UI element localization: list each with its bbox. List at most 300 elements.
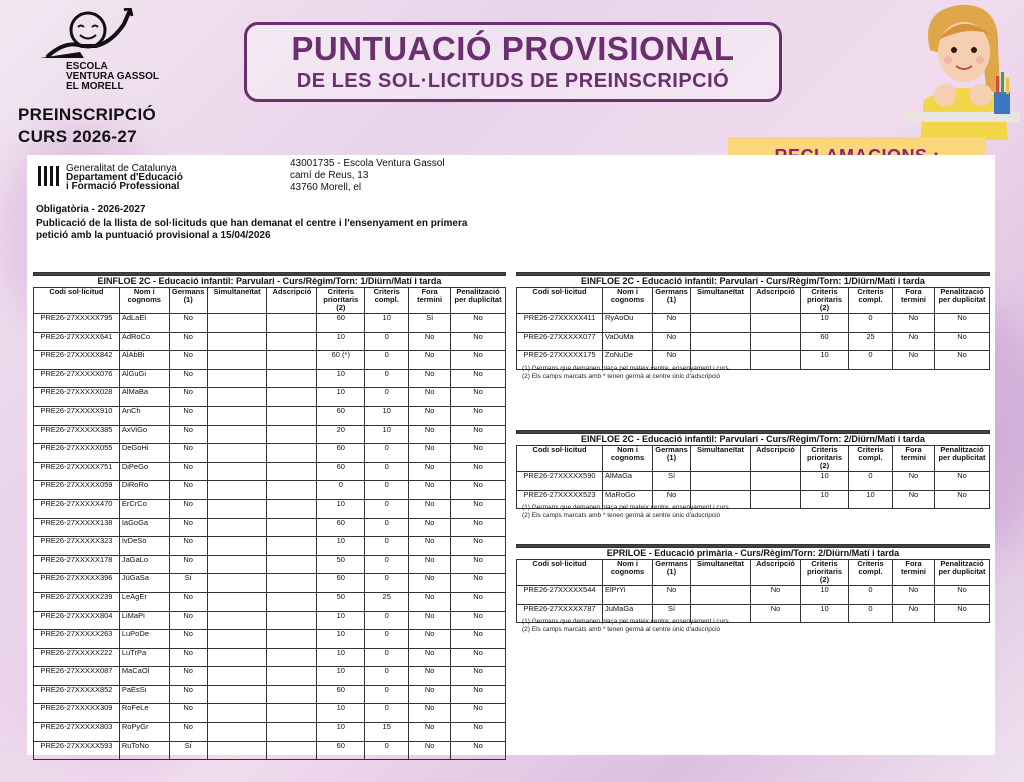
cell-name: PaEsSi: [119, 685, 169, 704]
cell-fora: No: [409, 462, 451, 481]
cell-pen: No: [451, 741, 506, 760]
cell-sim: [207, 425, 267, 444]
cell-fora: No: [409, 555, 451, 574]
cell-crit: 10: [801, 351, 849, 370]
cell-crit: 60: [317, 462, 365, 481]
cell-code: PRE26-27XXXXX175: [517, 351, 603, 370]
cell-name: JuMaGa: [603, 604, 653, 623]
cell-code: PRE26-27XXXXX309: [34, 704, 120, 723]
cell-compl: 0: [365, 369, 409, 388]
cell-name: RoFeLe: [119, 704, 169, 723]
table-row: [34, 648, 506, 667]
column-header: Penalització per duplicitat: [935, 560, 990, 586]
cell-germans: Sí: [169, 741, 207, 760]
cell-adsc: [751, 490, 801, 509]
cell-code: PRE26-27XXXXX852: [34, 685, 120, 704]
cell-compl: 0: [365, 630, 409, 649]
cell-germans: No: [169, 388, 207, 407]
cell-fora: No: [409, 611, 451, 630]
cell-fora: No: [893, 586, 935, 605]
table-caption: EINFLOE 2C - Educació infantil: Parvulari - Curs/Règim/Torn: 1/Diürn/Matí i tarda: [34, 276, 506, 288]
column-header: Criteris compl.: [849, 288, 893, 314]
cell-fora: No: [409, 425, 451, 444]
main-banner: [244, 22, 782, 102]
table-row: [517, 472, 990, 491]
cell-germans: Sí: [169, 574, 207, 593]
cell-sim: [207, 704, 267, 723]
cell-fora: No: [409, 499, 451, 518]
column-header: Simultaneïtat: [691, 446, 751, 472]
cell-adsc: [267, 462, 317, 481]
cell-germans: No: [169, 499, 207, 518]
school-logo-line: VENTURA GASSOL: [66, 71, 159, 82]
cell-name: AdRoCo: [119, 332, 169, 351]
cell-name: RoPyGr: [119, 723, 169, 742]
table-row: [34, 481, 506, 500]
cell-name: MaCaOl: [119, 667, 169, 686]
cell-fora: No: [409, 741, 451, 760]
cell-pen: No: [451, 462, 506, 481]
cell-code: PRE26-27XXXXX590: [517, 472, 603, 491]
cell-adsc: No: [751, 604, 801, 623]
column-header: Nom i cognoms: [603, 288, 653, 314]
generalitat-line: Departament d'Educació: [66, 172, 183, 183]
cell-code: PRE26-27XXXXX470: [34, 499, 120, 518]
address-line: camí de Reus, 13: [290, 170, 369, 181]
table-row: [34, 685, 506, 704]
address-line: 43760 Morell, el: [290, 182, 362, 193]
table-row: [34, 723, 506, 742]
cell-code: PRE26-27XXXXX323: [34, 537, 120, 556]
cell-compl: 0: [849, 351, 893, 370]
cell-fora: No: [893, 604, 935, 623]
cell-code: PRE26-27XXXXX842: [34, 351, 120, 370]
cell-crit: 10: [801, 472, 849, 491]
cell-code: PRE26-27XXXXX076: [34, 369, 120, 388]
results-table: [516, 272, 990, 370]
cell-crit: 10: [317, 611, 365, 630]
cell-adsc: [267, 369, 317, 388]
column-header: Criteris prioritaris (2): [801, 288, 849, 314]
cell-fora: No: [409, 369, 451, 388]
cell-sim: [691, 332, 751, 351]
cell-fora: No: [409, 444, 451, 463]
cell-adsc: [267, 537, 317, 556]
cell-code: PRE26-27XXXXX178: [34, 555, 120, 574]
footnote: (1) Germans que demanen plaça pel mateix centre, ensenyament i curs: [522, 365, 729, 372]
table-caption: EPRILOE - Educació primària - Curs/Règim/Torn: 2/Diürn/Matí i tarda: [517, 548, 990, 560]
cell-code: PRE26-27XXXXX751: [34, 462, 120, 481]
column-header: Nom i cognoms: [119, 288, 169, 314]
table-row: [34, 611, 506, 630]
cell-name: DiPeGo: [119, 462, 169, 481]
cell-pen: No: [451, 611, 506, 630]
cell-compl: 0: [849, 586, 893, 605]
table-footnotes: [522, 365, 729, 381]
cell-sim: [691, 314, 751, 333]
cell-name: IvDeSo: [119, 537, 169, 556]
cell-code: PRE26-27XXXXX028: [34, 388, 120, 407]
cell-pen: No: [451, 314, 506, 333]
table-footnotes: [522, 504, 729, 520]
cell-compl: 15: [365, 723, 409, 742]
cell-name: LuTrPa: [119, 648, 169, 667]
cell-sim: [691, 586, 751, 605]
cell-germans: No: [169, 332, 207, 351]
cell-crit: 10: [801, 490, 849, 509]
cell-pen: No: [451, 592, 506, 611]
cell-crit: 60: [317, 314, 365, 333]
school-logo-icon: [38, 8, 168, 64]
cell-name: LeAgEr: [119, 592, 169, 611]
cell-sim: [207, 630, 267, 649]
cell-compl: 0: [365, 351, 409, 370]
column-header: Adscripció: [267, 288, 317, 314]
cell-code: PRE26-27XXXXX544: [517, 586, 603, 605]
cell-fora: No: [893, 351, 935, 370]
cell-name: MaRoGo: [603, 490, 653, 509]
cell-compl: 0: [365, 685, 409, 704]
cell-pen: No: [451, 574, 506, 593]
cell-pen: No: [935, 586, 990, 605]
column-header: Criteris prioritaris (2): [801, 560, 849, 586]
cell-fora: No: [409, 351, 451, 370]
cell-pen: No: [451, 723, 506, 742]
preinscripcio-title: PREINSCRIPCIÓ: [18, 105, 157, 124]
cell-fora: No: [409, 592, 451, 611]
cell-compl: 10: [365, 425, 409, 444]
column-header: Criteris prioritaris (2): [801, 446, 849, 472]
column-header: Codi sol·licitud: [34, 288, 120, 314]
cell-sim: [207, 592, 267, 611]
cell-compl: 0: [365, 537, 409, 556]
table-row: [34, 667, 506, 686]
cell-compl: 25: [365, 592, 409, 611]
cell-sim: [207, 332, 267, 351]
cell-code: PRE26-27XXXXX411: [517, 314, 603, 333]
cell-sim: [207, 555, 267, 574]
cell-germans: No: [653, 314, 691, 333]
column-header: Nom i cognoms: [603, 560, 653, 586]
cell-germans: No: [169, 723, 207, 742]
table-row: [34, 332, 506, 351]
cell-pen: No: [451, 369, 506, 388]
cell-name: ErCrCo: [119, 499, 169, 518]
cell-fora: No: [409, 667, 451, 686]
cell-fora: No: [893, 472, 935, 491]
column-header: Germans (1): [653, 446, 691, 472]
footnote: (2) Els camps marcats amb * tenen germà al centre únic d'adscripció: [522, 512, 721, 519]
table-row: [517, 332, 990, 351]
cell-pen: No: [451, 444, 506, 463]
cell-code: PRE26-27XXXXX055: [34, 444, 120, 463]
generalitat-line: i Formació Professional: [66, 181, 180, 192]
cell-crit: 50: [317, 555, 365, 574]
cell-crit: 60: [317, 406, 365, 425]
cell-germans: No: [169, 667, 207, 686]
cell-name: LuPoDe: [119, 630, 169, 649]
table-caption: EINFLOE 2C - Educació infantil: Parvulari - Curs/Règim/Torn: 2/Diürn/Matí i tarda: [517, 434, 990, 446]
cell-fora: No: [409, 332, 451, 351]
cell-fora: No: [409, 723, 451, 742]
cell-germans: No: [169, 537, 207, 556]
cell-germans: No: [169, 592, 207, 611]
cell-crit: 60: [317, 518, 365, 537]
cell-name: JüGaSa: [119, 574, 169, 593]
table-row: [34, 704, 506, 723]
cell-compl: 0: [849, 604, 893, 623]
column-header: Adscripció: [751, 560, 801, 586]
cell-name: RyAoOu: [603, 314, 653, 333]
cell-fora: No: [409, 481, 451, 500]
cell-adsc: [267, 741, 317, 760]
cell-code: PRE26-27XXXXX059: [34, 481, 120, 500]
cell-adsc: [267, 351, 317, 370]
cell-compl: 0: [365, 518, 409, 537]
cell-fora: No: [409, 704, 451, 723]
cell-pen: No: [935, 472, 990, 491]
cell-name: AlMaBa: [119, 388, 169, 407]
cell-adsc: [751, 472, 801, 491]
cell-germans: No: [169, 462, 207, 481]
cell-crit: 10: [317, 648, 365, 667]
cell-crit: 60: [317, 741, 365, 760]
cell-fora: No: [893, 314, 935, 333]
cell-germans: No: [653, 332, 691, 351]
cell-adsc: [267, 555, 317, 574]
column-header: Criteris compl.: [849, 446, 893, 472]
cell-pen: No: [935, 314, 990, 333]
cell-name: RuToNo: [119, 741, 169, 760]
cell-sim: [207, 388, 267, 407]
cell-crit: 0: [317, 481, 365, 500]
cell-compl: 0: [849, 314, 893, 333]
cell-crit: 10: [317, 630, 365, 649]
school-logo-line: EL MORELL: [66, 81, 124, 92]
cell-compl: 0: [365, 332, 409, 351]
cell-germans: Sí: [653, 472, 691, 491]
girl-illustration-icon: [900, 0, 1024, 140]
cell-germans: No: [169, 685, 207, 704]
preinscripcio-year: CURS 2026-27: [18, 127, 137, 146]
column-header: Adscripció: [751, 446, 801, 472]
cell-crit: 10: [317, 499, 365, 518]
cell-germans: No: [169, 611, 207, 630]
cell-compl: 25: [849, 332, 893, 351]
cell-code: PRE26-27XXXXX803: [34, 723, 120, 742]
table-row: [517, 586, 990, 605]
cell-fora: No: [409, 574, 451, 593]
cell-pen: No: [451, 555, 506, 574]
cell-sim: [207, 723, 267, 742]
table-row: [34, 351, 506, 370]
cell-fora: No: [893, 490, 935, 509]
column-header: Simultaneïtat: [207, 288, 267, 314]
table-row: [34, 369, 506, 388]
cell-germans: No: [653, 351, 691, 370]
cell-pen: No: [451, 499, 506, 518]
cell-sim: [207, 648, 267, 667]
cell-code: PRE26-27XXXXX523: [517, 490, 603, 509]
document-heading: [36, 204, 506, 242]
cell-crit: 10: [317, 537, 365, 556]
cell-code: PRE26-27XXXXX222: [34, 648, 120, 667]
cell-adsc: [267, 314, 317, 333]
column-header: Germans (1): [169, 288, 207, 314]
cell-sim: [207, 537, 267, 556]
cell-adsc: [267, 481, 317, 500]
school-address: [290, 158, 445, 194]
cell-code: PRE26-27XXXXX804: [34, 611, 120, 630]
address-line: 43001735 - Escola Ventura Gassol: [290, 158, 445, 169]
cell-name: AlGuGi: [119, 369, 169, 388]
cell-adsc: [267, 611, 317, 630]
table-row: [34, 499, 506, 518]
cell-sim: [207, 314, 267, 333]
cell-crit: 60: [317, 574, 365, 593]
cell-fora: No: [893, 332, 935, 351]
cell-fora: No: [409, 406, 451, 425]
cell-pen: No: [451, 704, 506, 723]
cell-crit: 10: [801, 586, 849, 605]
cell-pen: No: [451, 685, 506, 704]
table-row: [34, 462, 506, 481]
cell-crit: 10: [317, 332, 365, 351]
cell-germans: No: [169, 648, 207, 667]
column-header: Criteris compl.: [365, 288, 409, 314]
column-header: Fora termini: [409, 288, 451, 314]
document-description: petició amb la puntuació provisional a 15/04/2026: [36, 230, 271, 241]
cell-crit: 60: [317, 685, 365, 704]
cell-code: PRE26-27XXXXX641: [34, 332, 120, 351]
table-row: [34, 518, 506, 537]
column-header: Fora termini: [893, 446, 935, 472]
cell-fora: No: [409, 648, 451, 667]
column-header: Adscripció: [751, 288, 801, 314]
cell-name: DiRoRo: [119, 481, 169, 500]
cell-sim: [207, 574, 267, 593]
cell-compl: 10: [365, 406, 409, 425]
cell-crit: 60: [317, 444, 365, 463]
cell-pen: No: [451, 667, 506, 686]
cell-sim: [207, 481, 267, 500]
cell-adsc: [267, 406, 317, 425]
cell-pen: No: [451, 388, 506, 407]
cell-adsc: [267, 630, 317, 649]
cell-name: AlAbBi: [119, 351, 169, 370]
column-header: Germans (1): [653, 560, 691, 586]
table-row: [34, 574, 506, 593]
cell-germans: No: [169, 630, 207, 649]
cell-crit: 60 (*): [317, 351, 365, 370]
cell-sim: [207, 351, 267, 370]
cell-code: PRE26-27XXXXX795: [34, 314, 120, 333]
cell-crit: 10: [317, 369, 365, 388]
cell-name: VaDuMa: [603, 332, 653, 351]
cell-adsc: [751, 351, 801, 370]
cell-pen: No: [451, 425, 506, 444]
footnote: (2) Els camps marcats amb * tenen germà al centre únic d'adscripció: [522, 626, 721, 633]
cell-compl: 0: [365, 388, 409, 407]
cell-adsc: No: [751, 586, 801, 605]
cell-compl: 0: [365, 462, 409, 481]
column-header: Penalització per duplicitat: [935, 288, 990, 314]
column-header: Criteris compl.: [849, 560, 893, 586]
results-table: [33, 272, 506, 760]
cell-crit: 10: [317, 667, 365, 686]
footnote: (1) Germans que demanen plaça pel mateix centre, ensenyament i curs: [522, 504, 729, 511]
cell-fora: No: [409, 630, 451, 649]
cell-crit: 10: [317, 723, 365, 742]
cell-compl: 0: [365, 499, 409, 518]
table-row: [34, 314, 506, 333]
cell-code: PRE26-27XXXXX138: [34, 518, 120, 537]
cell-code: PRE26-27XXXXX593: [34, 741, 120, 760]
cell-sim: [207, 611, 267, 630]
cell-pen: No: [451, 332, 506, 351]
generalitat-text: [66, 164, 183, 191]
school-logo: [38, 8, 168, 96]
cell-name: JaGaLo: [119, 555, 169, 574]
column-header: Simultaneïtat: [691, 288, 751, 314]
cell-name: LiMaPi: [119, 611, 169, 630]
cell-adsc: [267, 388, 317, 407]
column-header: Fora termini: [893, 560, 935, 586]
cell-germans: No: [169, 406, 207, 425]
results-table: [516, 430, 990, 509]
cell-sim: [207, 741, 267, 760]
cell-pen: No: [451, 518, 506, 537]
cell-compl: 0: [365, 704, 409, 723]
column-header: Germans (1): [653, 288, 691, 314]
cell-germans: No: [653, 490, 691, 509]
school-logo-line: ESCOLA: [66, 61, 108, 72]
cell-code: PRE26-27XXXXX087: [34, 667, 120, 686]
table-row: [34, 537, 506, 556]
column-header: Simultaneïtat: [691, 560, 751, 586]
cell-adsc: [267, 704, 317, 723]
table-footnotes: [522, 618, 729, 634]
cell-name: AdLaEl: [119, 314, 169, 333]
cell-compl: 0: [365, 648, 409, 667]
cell-crit: 60: [801, 332, 849, 351]
cell-pen: No: [451, 630, 506, 649]
cell-name: ZoNuDe: [603, 351, 653, 370]
cell-germans: No: [169, 425, 207, 444]
document-description: Publicació de la llista de sol·licituds que han demanat el centre i l'ensenyament en primera: [36, 218, 468, 229]
cell-germans: No: [169, 369, 207, 388]
cell-code: PRE26-27XXXXX077: [517, 332, 603, 351]
generalitat-line: Generalitat de Catalunya: [66, 163, 177, 174]
cell-adsc: [267, 685, 317, 704]
cell-sim: [207, 499, 267, 518]
generalitat-stripes-icon: [36, 164, 60, 188]
cell-crit: 10: [317, 388, 365, 407]
banner-title: PUNTUACIÓ PROVISIONAL: [291, 30, 735, 67]
cell-pen: No: [935, 490, 990, 509]
cell-germans: No: [169, 351, 207, 370]
cell-crit: 10: [801, 314, 849, 333]
cell-pen: No: [935, 351, 990, 370]
cell-pen: No: [451, 648, 506, 667]
cell-fora: No: [409, 388, 451, 407]
preinscripcio-heading: [18, 104, 156, 148]
school-logo-text: [66, 62, 159, 92]
cell-code: PRE26-27XXXXX385: [34, 425, 120, 444]
cell-adsc: [751, 314, 801, 333]
cell-crit: 50: [317, 592, 365, 611]
cell-adsc: [267, 425, 317, 444]
